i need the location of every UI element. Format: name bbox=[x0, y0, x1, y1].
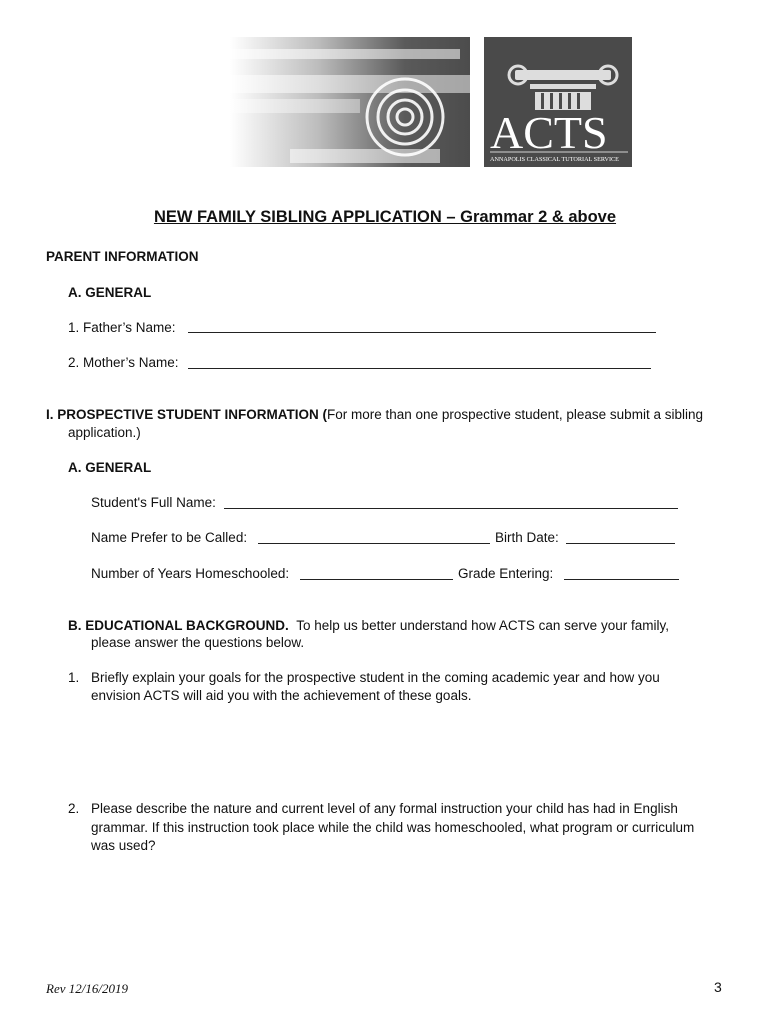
preferred-name-field[interactable] bbox=[258, 543, 490, 544]
years-homeschooled-field[interactable] bbox=[300, 579, 453, 580]
grade-entering-label: Grade Entering: bbox=[458, 566, 554, 581]
page-number: 3 bbox=[714, 979, 722, 995]
student-full-name-label: Student's Full Name: bbox=[91, 495, 216, 510]
question-1-number: 1. bbox=[68, 670, 80, 685]
question-2-line-3: was used? bbox=[91, 838, 156, 853]
mother-name-field[interactable] bbox=[188, 368, 651, 369]
question-1-line-1: Briefly explain your goals for the prospective student in the coming academic year and how you bbox=[91, 670, 660, 685]
prospective-student-heading bbox=[46, 407, 703, 422]
preferred-name-label: Name Prefer to be Called: bbox=[91, 530, 248, 545]
logo-tagline: ANNAPOLIS CLASSICAL TUTORIAL SERVICE bbox=[490, 156, 619, 163]
years-homeschooled-label: Number of Years Homeschooled: bbox=[91, 566, 290, 581]
question-2-line-2: grammar. If this instruction took place while the child was homeschooled, what program or curriculum bbox=[91, 820, 695, 835]
educational-background-title: B. EDUCATIONAL BACKGROUND. bbox=[68, 618, 289, 633]
father-name-label: 1. Father’s Name: bbox=[68, 320, 176, 335]
revision-date: Rev 12/16/2019 bbox=[46, 981, 128, 996]
prospective-student-note: For more than one prospective student, please submit a sibling bbox=[327, 407, 703, 422]
birth-date-label: Birth Date: bbox=[495, 530, 559, 545]
birth-date-field[interactable] bbox=[566, 543, 675, 544]
question-1-line-2: envision ACTS will aid you with the achievement of these goals. bbox=[91, 688, 472, 703]
educational-background-intro-continued: please answer the questions below. bbox=[91, 635, 305, 650]
question-1-answer-area[interactable] bbox=[91, 712, 711, 792]
parent-information-heading: PARENT INFORMATION bbox=[46, 249, 199, 264]
question-2-line-1: Please describe the nature and current level of any formal instruction your child has had in English bbox=[91, 801, 678, 816]
question-2-number: 2. bbox=[68, 801, 80, 816]
acts-logo bbox=[200, 37, 632, 167]
parent-general-heading: A. GENERAL bbox=[68, 285, 152, 300]
logo-acts-text: ACTS bbox=[490, 107, 608, 158]
student-full-name-field[interactable] bbox=[224, 508, 678, 509]
educational-background-intro: To help us better understand how ACTS can serve your family, bbox=[296, 618, 669, 633]
question-2-answer-area[interactable] bbox=[91, 862, 711, 962]
student-general-heading: A. GENERAL bbox=[68, 460, 152, 475]
prospective-student-note-continued: application.) bbox=[68, 425, 141, 440]
father-name-field[interactable] bbox=[188, 332, 656, 333]
ionic-column-logo-graphic bbox=[200, 37, 632, 167]
educational-background-heading bbox=[68, 618, 669, 633]
page-title: NEW FAMILY SIBLING APPLICATION – Grammar 2 & above bbox=[153, 208, 617, 226]
prospective-student-heading-bold: I. PROSPECTIVE STUDENT INFORMATION ( bbox=[46, 407, 328, 422]
grade-entering-field[interactable] bbox=[564, 579, 679, 580]
mother-name-label: 2. Mother’s Name: bbox=[68, 355, 179, 370]
